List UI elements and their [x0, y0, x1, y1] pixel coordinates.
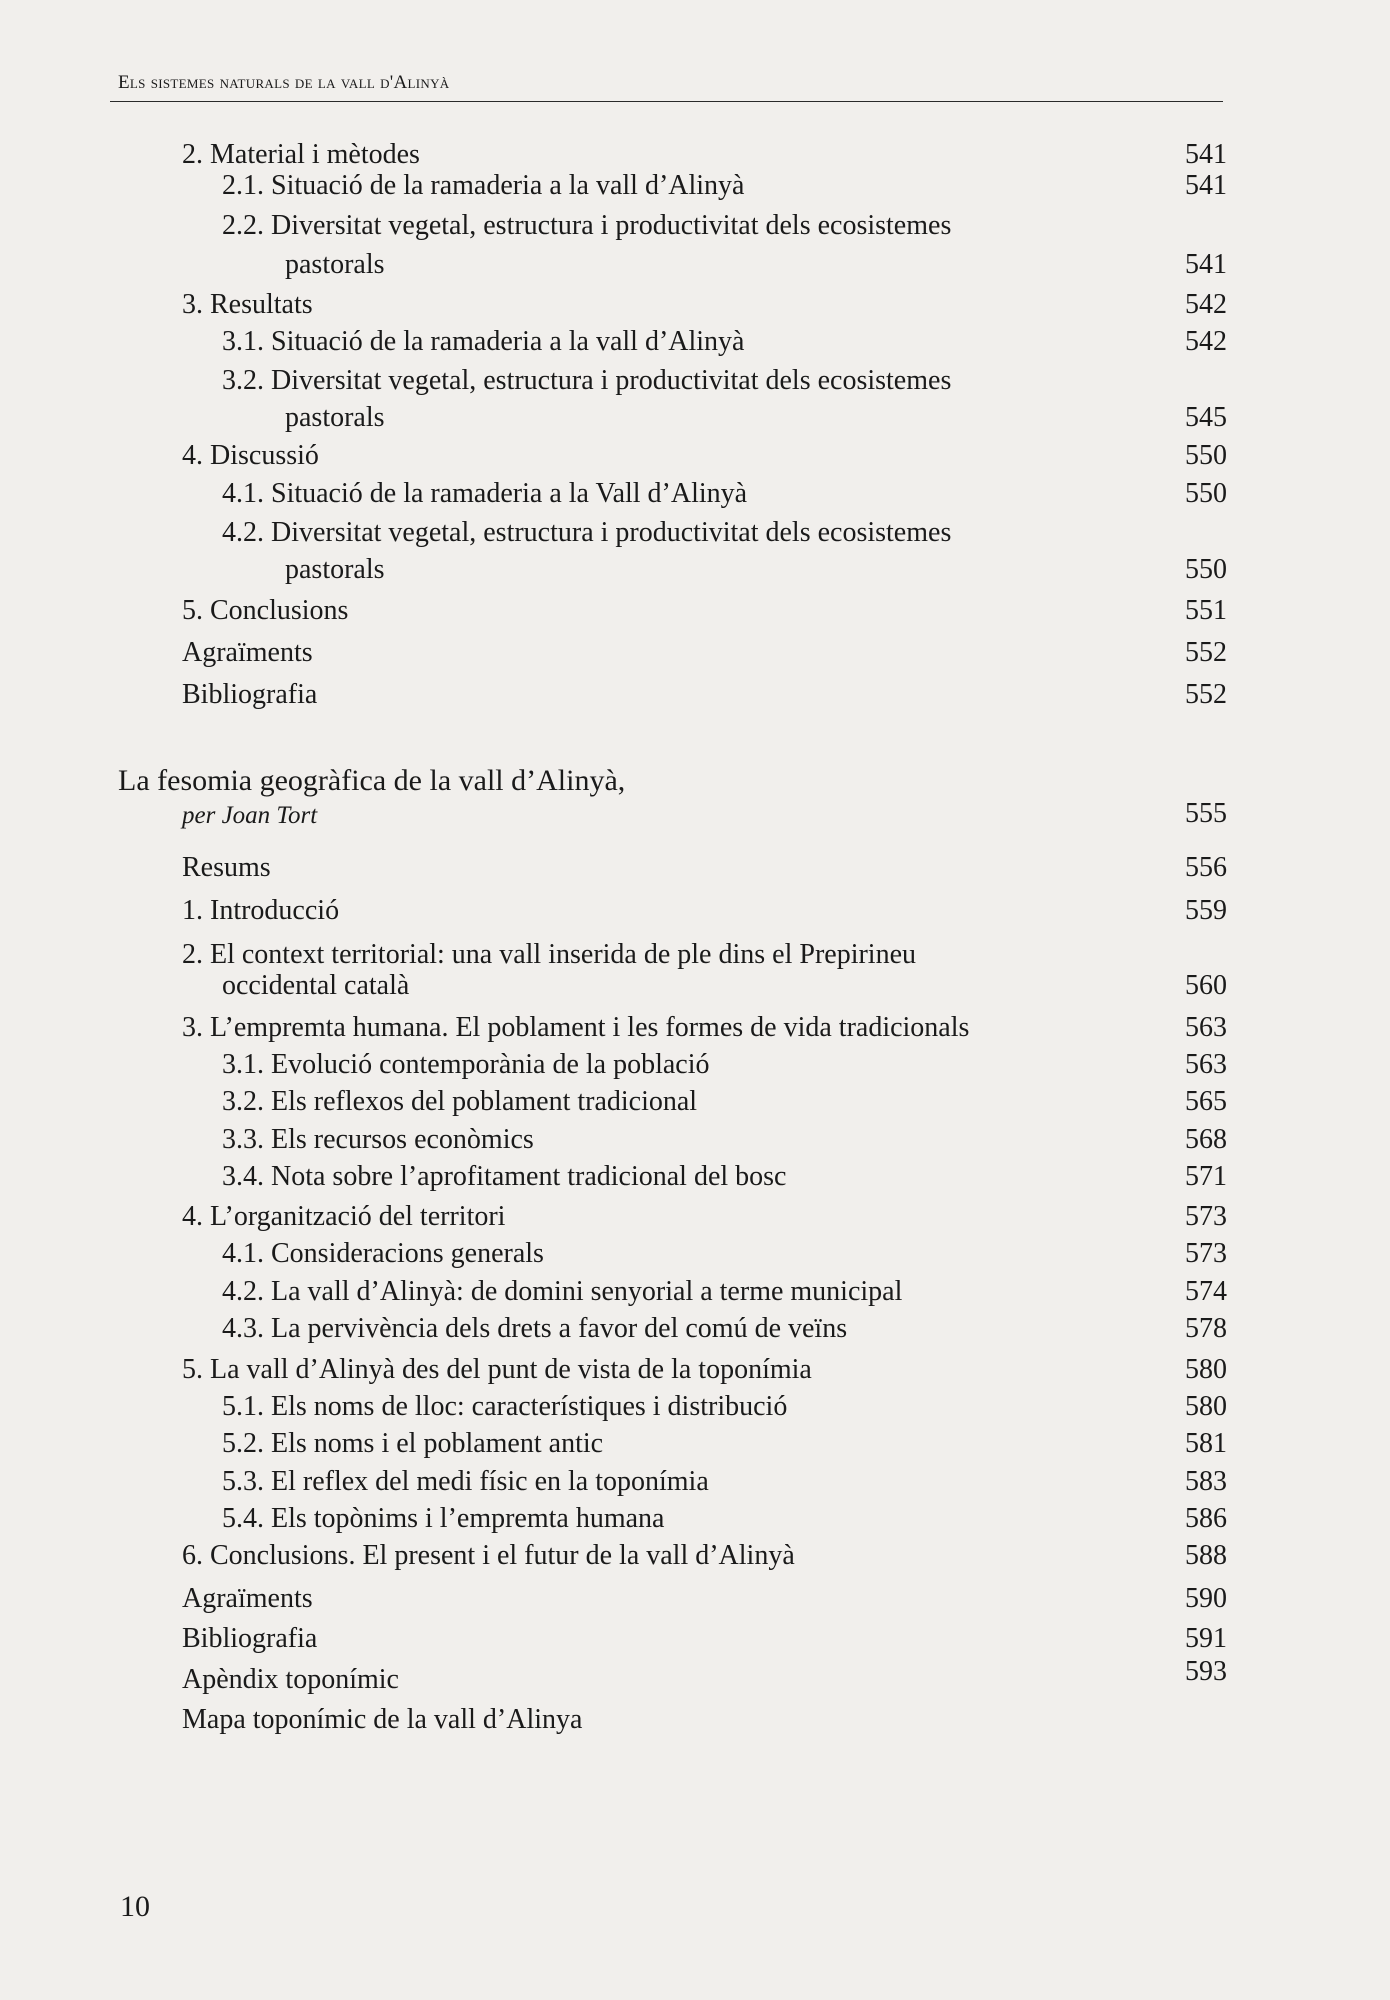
toc-entry-page: 550 [1185, 478, 1227, 509]
toc-entry-page: 568 [1185, 1124, 1227, 1155]
toc-entry-text: 4. Discussió [182, 440, 319, 471]
toc-entry-text: pastorals [285, 402, 385, 433]
toc-entry-text: Resums [182, 852, 271, 883]
toc-entry-page: 574 [1185, 1276, 1227, 1307]
toc-entry-page: 542 [1185, 326, 1227, 357]
toc-entry-page: 591 [1185, 1623, 1227, 1654]
toc-entry-text: 4.2. La vall d’Alinyà: de domini senyorial a terme municipal [222, 1276, 903, 1307]
toc-entry-page: 542 [1185, 289, 1227, 320]
toc-entry-page: 551 [1185, 595, 1227, 626]
toc-entry-text: 5. La vall d’Alinyà des del punt de vista de la toponímia [182, 1354, 812, 1385]
toc-entry-page: 560 [1185, 970, 1227, 1001]
chapter-title-text: La fesomia geogràfica de la vall d’Alinyà, [118, 764, 626, 797]
toc-entry-text: 2. El context territorial: una vall inserida de ple dins el Prepirineu [182, 939, 917, 970]
toc-entry-page: 580 [1185, 1391, 1227, 1422]
toc-entry-text: 3.1. Situació de la ramaderia a la vall d’Alinyà [222, 326, 745, 357]
toc-entry-text: 3.2. Diversitat vegetal, estructura i productivitat dels ecosistemes [222, 365, 952, 396]
toc-entry-page: 593 [1185, 1656, 1227, 1687]
toc-entry-text: 5. Conclusions [182, 595, 349, 626]
toc-entry-text: Bibliografia [182, 679, 318, 710]
toc-entry-page: 563 [1185, 1012, 1227, 1043]
toc-entry-page: 583 [1185, 1466, 1227, 1497]
toc-entry-text: 4.3. La pervivència dels drets a favor del comú de veïns [222, 1313, 848, 1344]
toc-entry-text: 3. Resultats [182, 289, 313, 320]
toc-entry-text: pastorals [285, 554, 385, 585]
toc-entry-text: 3.3. Els recursos econòmics [222, 1124, 534, 1155]
toc-entry-text: 4.1. Consideracions generals [222, 1238, 544, 1269]
byline-text: per Joan Tort [182, 802, 318, 829]
toc-entry-page: 590 [1185, 1583, 1227, 1614]
toc-entry-page: 571 [1185, 1161, 1227, 1192]
toc-entry-text: 4.1. Situació de la ramaderia a la Vall d’Alinyà [222, 478, 748, 509]
toc-entry-text: Agraïments [182, 1583, 313, 1614]
toc-entry-text: 5.3. El reflex del medi físic en la toponímia [222, 1466, 709, 1497]
toc-entry-text: Bibliografia [182, 1623, 318, 1654]
toc-entry-page: 552 [1185, 679, 1227, 710]
toc-entry-page: 580 [1185, 1354, 1227, 1385]
toc-entry-page: 573 [1185, 1238, 1227, 1269]
running-head [118, 72, 449, 94]
toc-entry-page: 578 [1185, 1313, 1227, 1344]
toc-entry-page: 541 [1185, 249, 1227, 280]
toc-entry-text: Mapa toponímic de la vall d’Alinya [182, 1704, 583, 1735]
toc-entry-page: 541 [1185, 139, 1227, 170]
toc-entry-text: 3.2. Els reflexos del poblament tradicional [222, 1086, 698, 1117]
toc-entry-text: 2.1. Situació de la ramaderia a la vall d’Alinyà [222, 170, 745, 201]
toc-entry-page: 545 [1185, 402, 1227, 433]
toc-entry-page: 550 [1185, 554, 1227, 585]
toc-entry-text: 3.4. Nota sobre l’aprofitament tradicional del bosc [222, 1161, 787, 1192]
toc-entry-page: 555 [1185, 798, 1227, 829]
toc-entry-text: 5.2. Els noms i el poblament antic [222, 1428, 604, 1459]
toc-entry-text: 3. L’empremta humana. El poblament i les formes de vida tradicionals [182, 1012, 970, 1043]
toc-entry-page: 586 [1185, 1503, 1227, 1534]
toc-entry-text: 5.4. Els topònims i l’empremta humana [222, 1503, 665, 1534]
toc-entry-text: pastorals [285, 249, 385, 280]
toc-entry-text: Agraïments [182, 637, 313, 668]
toc-entry-page: 588 [1185, 1540, 1227, 1571]
toc-entry-text: 6. Conclusions. El present i el futur de la vall d’Alinyà [182, 1540, 795, 1571]
toc-entry-text: 1. Introducció [182, 895, 340, 926]
toc-entry-text: occidental català [222, 970, 410, 1001]
toc-entry-page: 552 [1185, 637, 1227, 668]
toc-entry-text: Apèndix toponímic [182, 1664, 399, 1695]
toc-entry-page: 550 [1185, 440, 1227, 471]
toc-entry-page: 565 [1185, 1086, 1227, 1117]
toc-entry-text: 4.2. Diversitat vegetal, estructura i productivitat dels ecosistemes [222, 517, 952, 548]
toc-entry-page: 559 [1185, 895, 1227, 926]
running-head-text: Els sistemes naturals de la vall d'Alinyà [118, 72, 450, 93]
toc-entry-page: 581 [1185, 1428, 1227, 1459]
toc-entry-page: 563 [1185, 1049, 1227, 1080]
toc-entry-text: 4. L’organització del territori [182, 1201, 506, 1232]
toc-entry-page: 573 [1185, 1201, 1227, 1232]
header-rule [110, 101, 1223, 102]
toc-entry-text: 3.1. Evolució contemporània de la població [222, 1049, 710, 1080]
toc-entry-text: 2. Material i mètodes [182, 139, 420, 170]
toc-entry-page: 556 [1185, 852, 1227, 883]
toc-entry-text: 2.2. Diversitat vegetal, estructura i productivitat dels ecosistemes [222, 210, 952, 241]
page-number: 10 [120, 1890, 150, 1923]
toc-entry-page: 541 [1185, 170, 1227, 201]
toc-entry-text: 5.1. Els noms de lloc: característiques i distribució [222, 1391, 788, 1422]
